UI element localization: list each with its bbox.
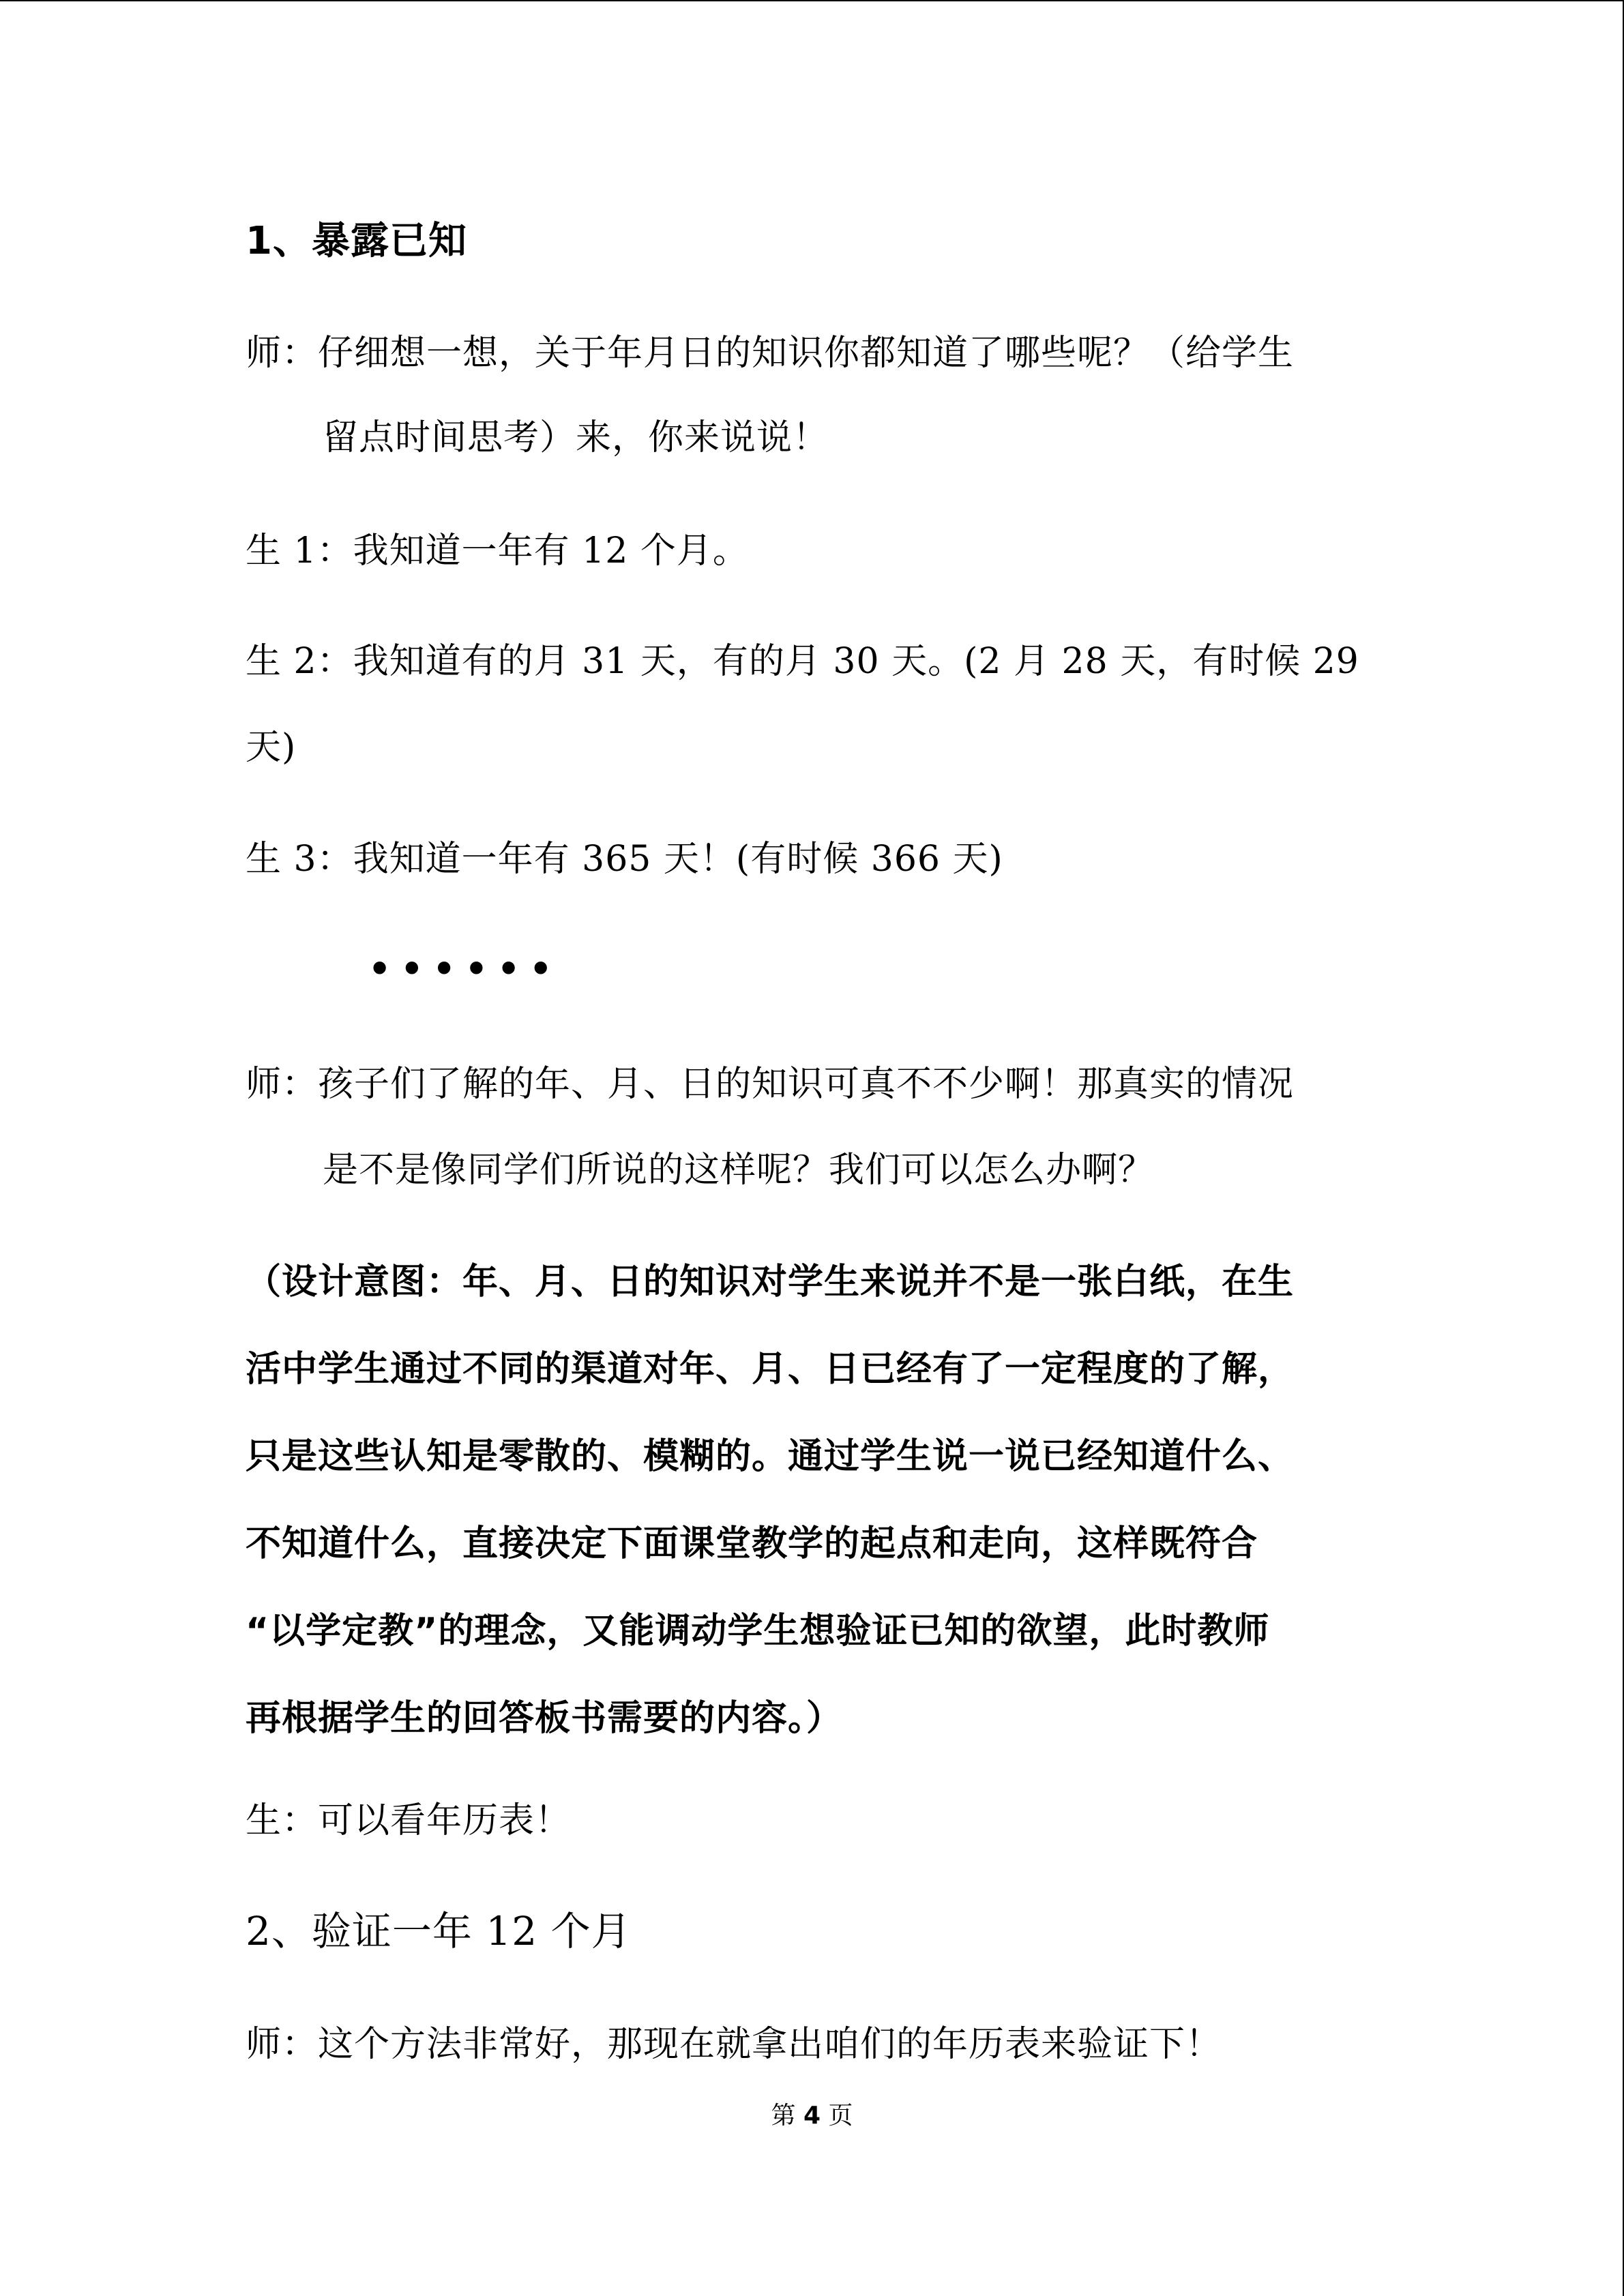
student-3-answer: 生 3：我知道一年有 365 天！(有时候 366 天) bbox=[246, 839, 1003, 880]
page-number-prefix: 第 bbox=[771, 2102, 796, 2130]
teacher-question-line-1: 师：仔细想一想，关于年月日的知识你都知道了哪些呢？（给学生 bbox=[246, 333, 1295, 374]
student-2-answer-line-1: 生 2：我知道有的月 31 天，有的月 30 天。(2 月 28 天，有时候 29 bbox=[246, 641, 1359, 682]
teacher-followup-line-2: 是不是像同学们所说的这样呢？我们可以怎么办啊？ bbox=[323, 1150, 1155, 1191]
ellipsis-dots: •••••• bbox=[368, 949, 562, 990]
page-number-suffix: 页 bbox=[828, 2102, 853, 2130]
design-intent-line-6: 再根据学生的回答板书需要的内容。） bbox=[246, 1698, 843, 1739]
teacher-verify-line: 师：这个方法非常好，那现在就拿出咱们的年历表来验证下！ bbox=[246, 2024, 1222, 2065]
design-intent-line-4: 不知道什么，直接决定下面课堂教学的起点和走向，这样既符合 bbox=[246, 1523, 1258, 1564]
teacher-question-line-2: 留点时间思考）来，你来说说！ bbox=[323, 417, 829, 458]
page-top-border bbox=[0, 0, 1624, 1]
section-heading-1: 1、暴露已知 bbox=[246, 219, 467, 263]
design-intent-line-3: 只是这些认知是零散的、模糊的。通过学生说一说已经知道什么、 bbox=[246, 1436, 1295, 1477]
page-number-value: 4 bbox=[803, 2102, 821, 2130]
student-2-answer-line-2: 天) bbox=[246, 727, 297, 768]
design-intent-line-2: 活中学生通过不同的渠道对年、月、日已经有了一定程度的了解， bbox=[246, 1349, 1295, 1390]
student-answer-calendar: 生：可以看年历表！ bbox=[246, 1800, 572, 1841]
teacher-followup-line-1: 师：孩子们了解的年、月、日的知识可真不不少啊！那真实的情况 bbox=[246, 1064, 1295, 1105]
section-heading-2: 2、验证一年 12 个月 bbox=[246, 1908, 632, 1954]
design-intent-line-5: “以学定教”的理念，又能调动学生想验证已知的欲望，此时教师 bbox=[246, 1611, 1270, 1652]
student-1-answer: 生 1：我知道一年有 12 个月。 bbox=[246, 531, 749, 571]
page-number bbox=[0, 2102, 1624, 2130]
design-intent-line-1: （设计意图：年、月、日的知识对学生来说并不是一张白纸，在生 bbox=[246, 1262, 1295, 1302]
